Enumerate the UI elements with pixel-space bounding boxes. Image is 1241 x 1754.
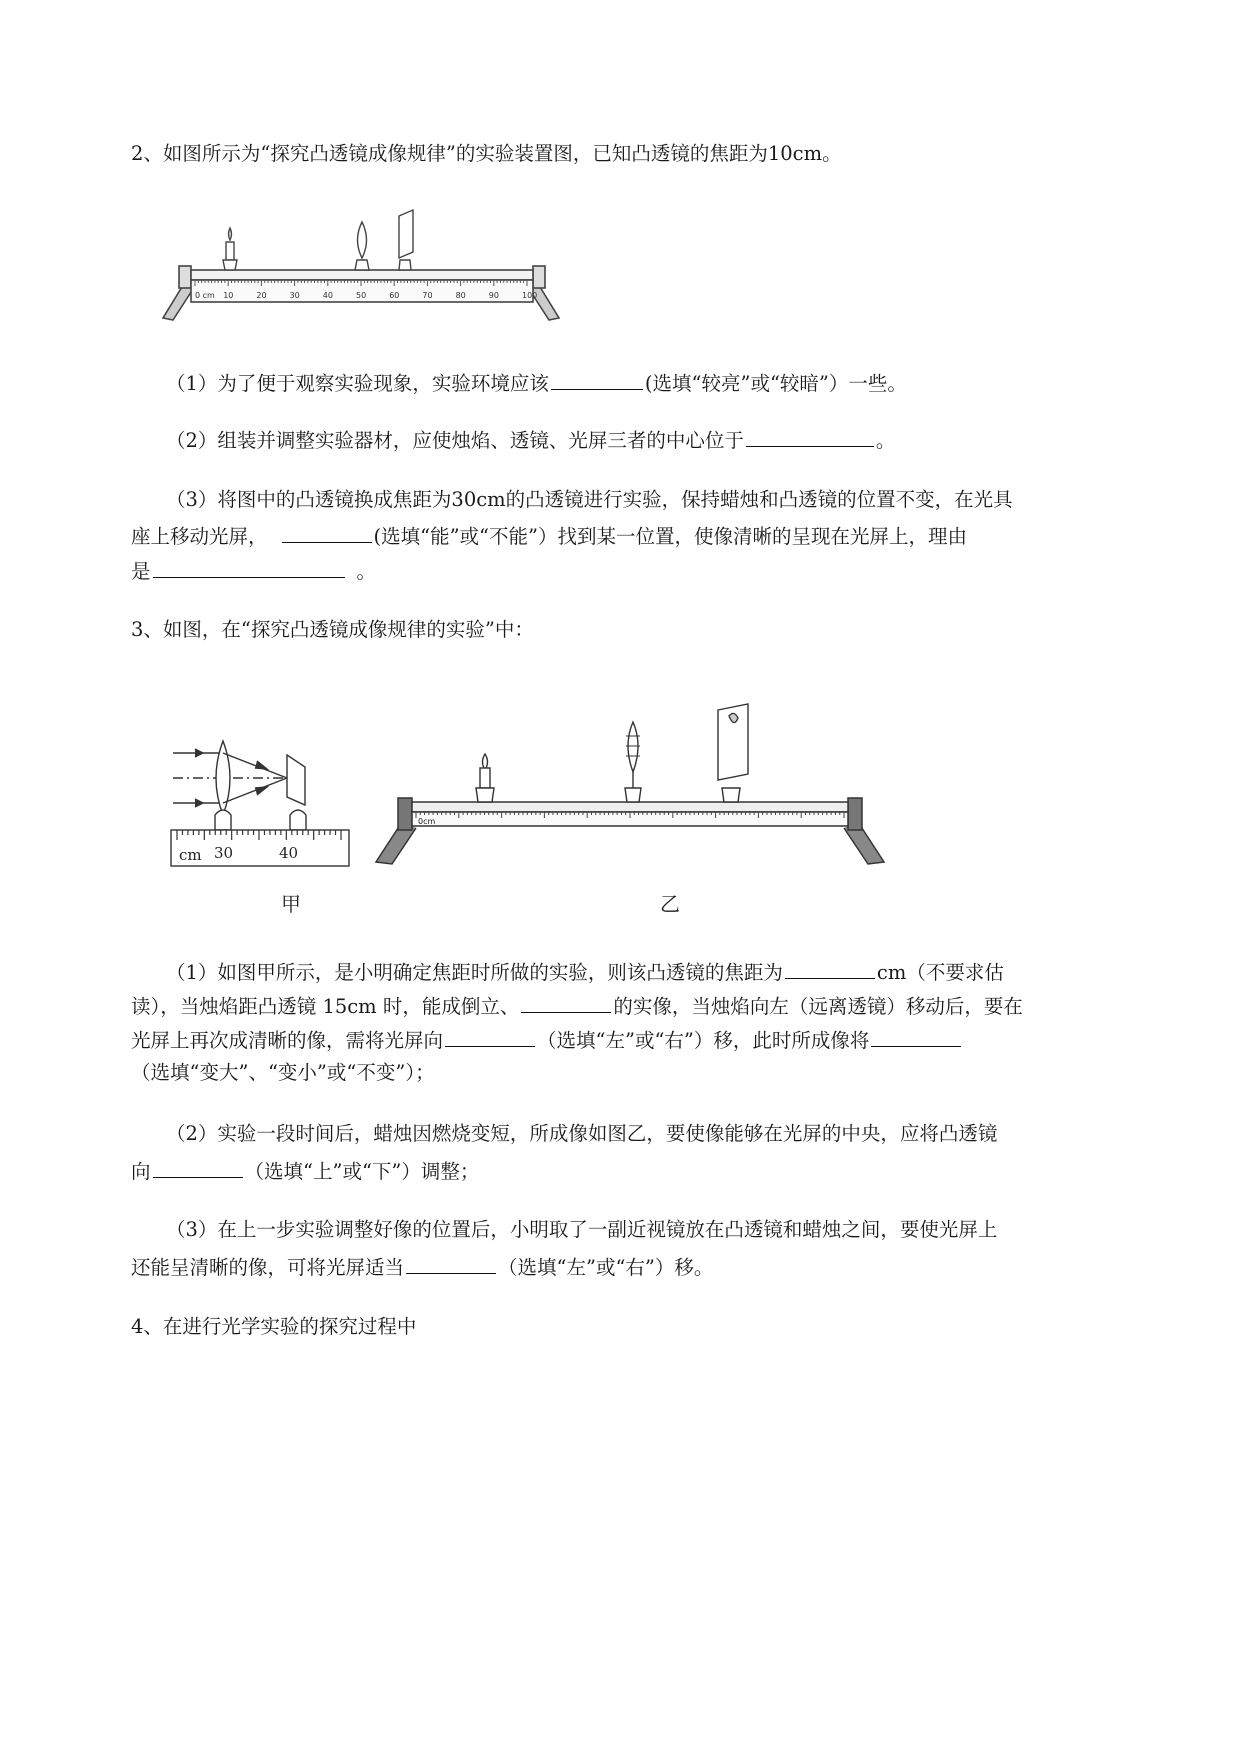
convex-lens-icon [355, 222, 369, 270]
q3-part3-line1: （3）在上一步实验调整好像的位置后，小明取了一副近视镜放在凸透镜和蜡烛之间，要使光屏上 [166, 1218, 998, 1241]
q2-part1-text-b: (选填“较亮”或“较暗”）一些。 [644, 372, 907, 395]
q2-part3-blank-2[interactable] [153, 557, 345, 578]
q2-scale-unit: 0 cm [195, 291, 215, 300]
q2-scale-label: 80 [455, 291, 466, 300]
light-screen-icon [718, 704, 748, 802]
q3-figure-yi [372, 700, 892, 870]
q3-figure-jia [165, 735, 355, 870]
q2-part2-text-a: （2）组装并调整实验器材，应使烛焰、透镜、光屏三者的中心位于 [166, 429, 744, 452]
q2-stem: 2、如图所示为“探究凸透镜成像规律”的实验装置图，已知凸透镜的焦距为10cm。 [131, 142, 842, 165]
q2-part3-text-a: 座上移动光屏， [131, 525, 268, 548]
q2-part3-text-d: 。 [356, 560, 377, 583]
q3-part1-line1 [166, 958, 1004, 985]
q2-scale-label: 90 [488, 291, 499, 300]
q2-part2-text-b: 。 [875, 429, 896, 452]
q3-part1-line3 [131, 1026, 963, 1053]
q3-part3-text-a: 还能呈清晰的像，可将光屏适当 [131, 1256, 405, 1279]
q3-part3-line2 [131, 1253, 713, 1280]
q3-part1-blank-focal[interactable] [785, 958, 875, 979]
figure-jia-caption: 甲 [281, 892, 301, 916]
q2-scale-label: 20 [256, 291, 267, 300]
q2-scale-label: 50 [356, 291, 367, 300]
q3-part1-blank-size[interactable] [871, 1026, 961, 1047]
q2-part3-text-c: 是 [131, 560, 151, 583]
jia-tick-40: 40 [279, 844, 299, 862]
q2-scale-label: 40 [322, 291, 333, 300]
q2-scale-label: 60 [389, 291, 400, 300]
candle-icon [476, 754, 494, 802]
q3-part1-text-b: cm（不要求估 [876, 961, 1004, 984]
q3-part2-line2 [131, 1157, 479, 1184]
q2-part1-blank[interactable] [551, 369, 643, 390]
q3-part1-line4: （选填“变大”、“变小”或“不变”）； [131, 1061, 435, 1084]
light-screen-icon [399, 210, 413, 270]
q3-part3-blank[interactable] [406, 1253, 496, 1274]
q3-part2-line1: （2）实验一段时间后，蜡烛因燃烧变短，所成像如图乙，要使像能够在光屏的中央，应将凸透镜 [166, 1122, 998, 1145]
q3-part2-blank[interactable] [153, 1157, 243, 1178]
q2-part3-line2 [131, 522, 967, 549]
convex-lens-icon [625, 722, 641, 802]
q2-scale-label: 70 [422, 291, 433, 300]
q2-part3-text-b: (选填“能”或“不能”）找到某一位置，使像清晰的呈现在光屏上，理由 [373, 525, 967, 548]
q2-scale-label: 30 [289, 291, 300, 300]
q3-part1-blank-image[interactable] [521, 992, 611, 1013]
q3-part1-text-f: （选填“左”或“右”）移，此时所成像将 [537, 1029, 870, 1052]
q2-part3-line1: （3）将图中的凸透镜换成焦距为30cm的凸透镜进行实验，保持蜡烛和凸透镜的位置不变，在光具 [166, 488, 1013, 511]
q4-stem: 4、在进行光学实验的探究过程中 [131, 1315, 417, 1338]
q3-part1-blank-direction[interactable] [445, 1026, 535, 1047]
q3-part1-text-e: 光屏上再次成清晰的像，需将光屏向 [131, 1029, 444, 1052]
q2-part2-blank[interactable] [746, 426, 874, 447]
figure-yi-caption: 乙 [660, 892, 680, 916]
q3-stem: 3、如图，在“探究凸透镜成像规律的实验”中： [131, 618, 534, 641]
q2-part3-line3 [131, 557, 376, 584]
q2-part1 [166, 369, 907, 396]
q2-scale-label: 100 [522, 291, 538, 300]
jia-tick-30: 30 [214, 844, 234, 862]
q3-part1-text-c: 读），当烛焰距凸透镜 15cm 时，能成倒立、 [131, 995, 520, 1018]
q2-part1-text-a: （1）为了便于观察实验现象，实验环境应该 [166, 372, 549, 395]
q3-part3-text-b: （选填“左”或“右”）移。 [498, 1256, 714, 1279]
q3-part2-text-a: 向 [131, 1160, 151, 1183]
q3-part1-text-a: （1）如图甲所示，是小明确定焦距时所做的实验，则该凸透镜的焦距为 [166, 961, 783, 984]
q2-part3-blank-1[interactable] [282, 522, 372, 543]
q3-part1-line2 [131, 992, 1023, 1019]
q2-optical-bench-figure [155, 200, 575, 330]
candle-icon [223, 228, 237, 270]
q2-part2 [166, 426, 895, 453]
yi-unit: 0cm [418, 817, 436, 826]
q2-scale-label: 10 [223, 291, 234, 300]
q3-part2-text-b: （选填“上”或“下”）调整； [244, 1160, 480, 1183]
q3-part1-text-d: 的实像，当烛焰向左（远离透镜）移动后，要在 [613, 995, 1023, 1018]
jia-unit: cm [179, 846, 202, 864]
